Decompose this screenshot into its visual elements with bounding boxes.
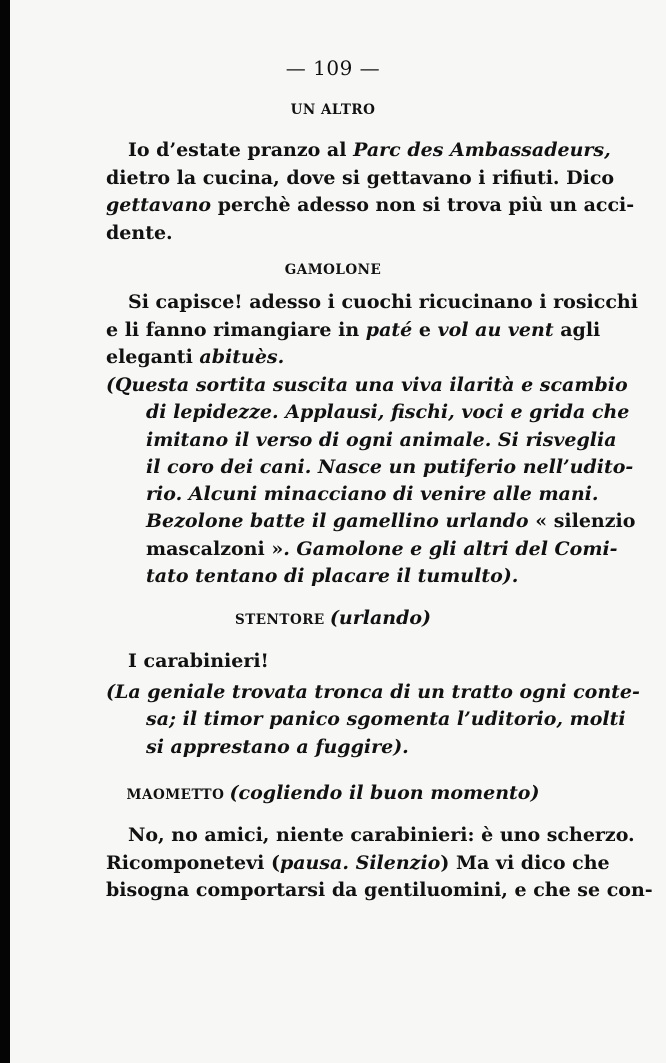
text-line: gettavano perchè adesso non si trova più un acci- (106, 194, 635, 216)
page-number: — 109 — (285, 56, 381, 80)
stage-line: mascalzoni ». Gamolone e gli altri del Comi- (146, 537, 618, 560)
speech-gamolone (106, 289, 638, 372)
stage-line: tato tentano di placare il tumulto). (146, 565, 519, 588)
speech-stentore (106, 648, 584, 676)
stage-line: (Questa sortita suscita una viva ilarità e scambio (106, 374, 628, 396)
stage-line: (La geniale trovata tronca di un tratto ogni conte- (106, 681, 640, 703)
speaker-direction: (urlando) (329, 607, 432, 629)
stage-line: imitano il verso di ogni animale. Si risveglia (146, 428, 617, 451)
text-line: I carabinieri! (128, 650, 269, 672)
text-line: Ricomponetevi (pausa. Silenzio) Ma vi dico che (106, 851, 610, 874)
stage-line: Bezolone batte il gamellino urlando « silenzio (146, 510, 636, 533)
speaker-un-altro: UN ALTRO (290, 102, 376, 118)
text-line: e li fanno rimangiare in paté e vol au vent agli (106, 318, 601, 341)
text-line: eleganti abituès. (106, 346, 285, 368)
speech-un-altro (106, 137, 635, 247)
stage-direction-panic (106, 679, 640, 761)
stage-line: il coro dei cani. Nasce un putiferio nell’udito- (146, 455, 634, 478)
stage-line: di lepidezze. Applausi, fischi, voci e grida che (146, 401, 630, 424)
speech-maometto (106, 822, 653, 905)
text-line: Si capisce! adesso i cuochi ricucinano i rosicchi (128, 291, 638, 313)
speaker-stentore: STENTORE (urlando) (234, 607, 432, 629)
speaker-maometto: MAOMETTO (cogliendo il buon momento) (126, 782, 540, 804)
text-line: dietro la cucina, dove si gettavano i rifiuti. Dico (106, 166, 615, 189)
stage-line: sa; il timor panico sgomenta l’uditorio, molti (146, 708, 626, 731)
text-line: Io d’estate pranzo al Parc des Ambassadeurs, (128, 139, 611, 161)
text-line: dente. (106, 221, 173, 244)
speaker-direction: (cogliendo il buon momento) (229, 782, 540, 804)
speaker-gamolone: GAMOLONE (284, 262, 382, 278)
stage-line: si apprestano a fuggire). (146, 735, 409, 758)
stage-line: rio. Alcuni minacciano di venire alle mani. (146, 483, 599, 506)
text-line: bisogna comportarsi da gentiluomini, e che se con- (106, 879, 653, 901)
text-line: No, no amici, niente carabinieri: è uno scherzo. (128, 824, 635, 846)
stage-direction-uproar (106, 372, 636, 590)
